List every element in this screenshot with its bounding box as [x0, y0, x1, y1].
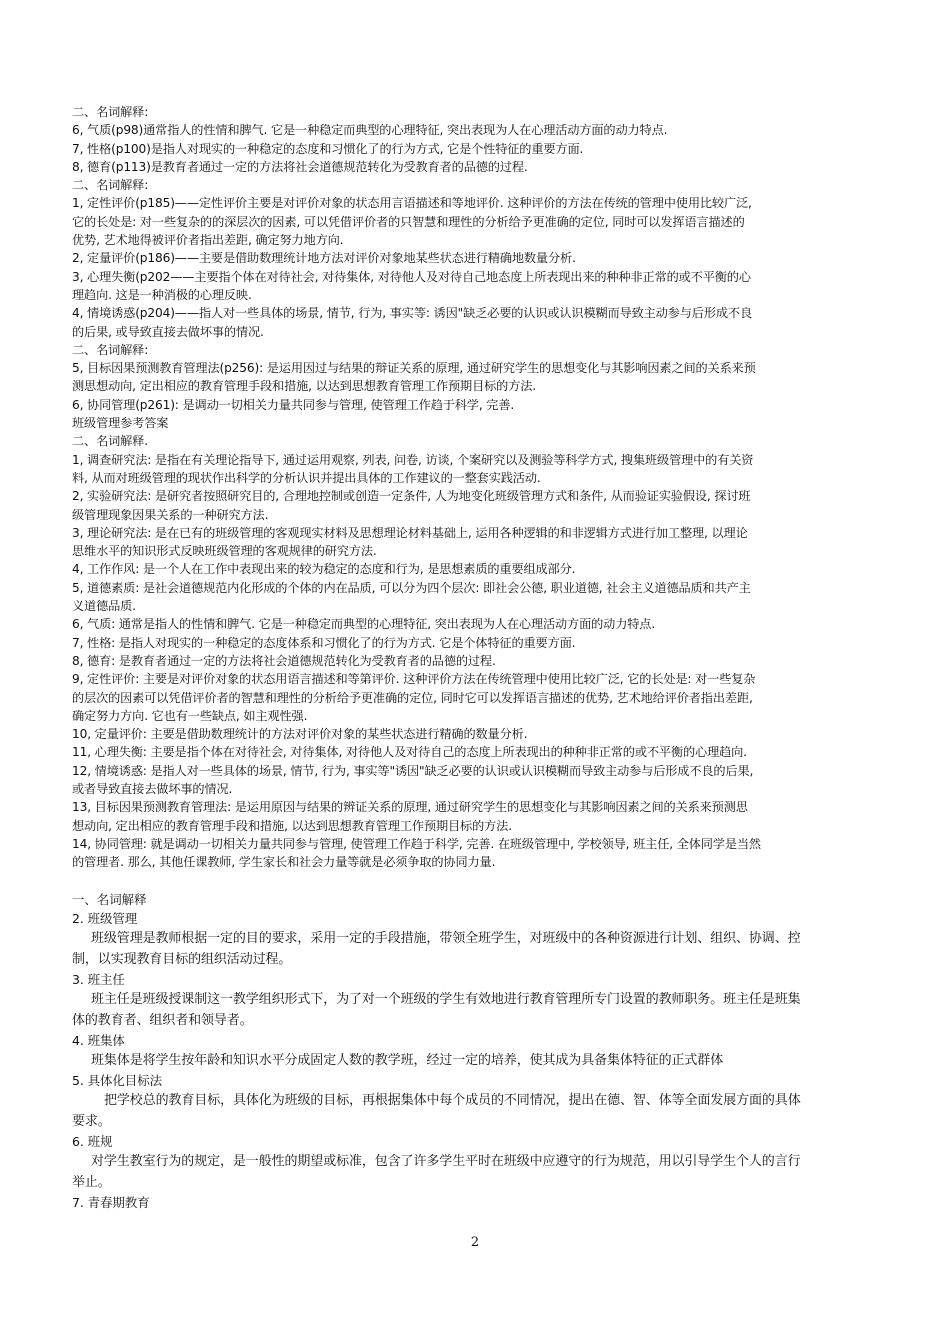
text-line: 6, 协同管理(p261): 是调动一切相关力量共同参与管理, 使管理工作趋于科学, 完善. [72, 397, 515, 412]
term-body-line: 体的教育者、组织者和领导者。 [72, 1012, 253, 1028]
term-body-line: 把学校总的教育目标，具体化为班级的目标，再根据集体中每个成员的不同情况，提出在德、智、体等全面发展方面的具体 [104, 1092, 801, 1108]
text-line: 测思想动向, 定出相应的教育管理手段和措施, 以达到思想教育管理工作预期目标的方法. [72, 379, 537, 394]
text-line: 义道德品质. [72, 599, 136, 614]
term-body-line: 要求。 [72, 1113, 111, 1129]
page-content [72, 103, 880, 1212]
text-line: 6, 气质(p98)通常指人的性情和脾气. 它是一种稳定而典型的心理特征, 突出表现为人在心理活动方面的动力特点. [72, 123, 668, 138]
text-line: 1, 调查研究法: 是指在有关理论指导下, 通过运用观察, 列表, 问卷, 访谈, 个案研究以及测验等科学方式, 搜集班级管理中的有关资 [72, 452, 754, 467]
text-line: 14, 协同管理: 就是调动一切相关力量共同参与管理, 使管理工作趋于科学, 完善. 在班级管理中, 学校领导, 班主任, 全体同学是当然 [72, 836, 761, 851]
text-line: 思维水平的知识形式反映班级管理的客观规律的研究方法. [72, 544, 377, 559]
text-line: 2, 实验研究法: 是研究者按照研究目的, 合理地控制或创造一定条件, 人为地变化班级管理方式和条件, 从而验证实验假设, 探讨班 [72, 489, 751, 504]
text-line: 7, 性格: 是指人对现实的一种稳定的态度体系和习惯化了的行为方式. 它是个体特征的重要方面. [72, 635, 576, 650]
term-title: 3. 班主任 [72, 971, 125, 987]
text-line: 的层次的因素可以凭借评价者的智慧和理性的分析给予更准确的定位, 同时它可以发挥语言描述的优势, 艺术地给评价者指出差距, [72, 690, 753, 705]
term-body-line: 对学生教室行为的规定，是一般性的期望或标准，包含了许多学生平时在班级中应遵守的行为规范，用以引导学生个人的言行 [91, 1153, 801, 1169]
term-body-line: 班级管理是教师根据一定的目的要求，采用一定的手段措施，带领全班学生，对班级中的各种资源进行计划、组织、协调、控 [91, 930, 801, 946]
text-line: 11, 心理失衡: 主要是指个体在对待社会, 对待集体, 对待他人及对待自己的态度上所表现出的种种非正常的或不平衡的心理趋向. [72, 745, 747, 760]
section-one [72, 890, 880, 1212]
text-line: 二、名词解释: [72, 105, 149, 119]
text-line: 3, 心理失衡(p202——主要指个体在对待社会, 对待集体, 对待他人及对待自己地态度上所表现出来的种种非正常的或不平衡的心 [72, 269, 751, 284]
text-line: 1, 定性评价(p185)——定性评价主要是对评价对象的状态用言语描述和等地评价. 这种评价的方法在传统的管理中使用比较广泛, [72, 196, 752, 211]
text-line: 级管理现象因果关系的一种研究方法. [72, 507, 269, 522]
text-line: 二、名词解释: [72, 342, 149, 357]
term-title: 7. 青春期教育 [72, 1194, 150, 1210]
text-line: 7, 性格(p100)是指人对现实的一种稳定的态度和习惯化了的行为方式, 它是个性特征的重要方面. [72, 141, 584, 156]
text-line: 的后果, 或导致直接去做坏事的情况. [72, 324, 264, 339]
text-line: 理趋向. 这是一种消极的心理反映. [72, 287, 252, 302]
text-line: 13, 目标因果预测教育管理法: 是运用原因与结果的辨证关系的原理, 通过研究学生的思想变化与其影响因素之间的关系来预测思 [72, 800, 748, 815]
text-line: 4, 工作作风: 是一个人在工作中表现出来的较为稳定的态度和行为, 是思想素质的重要组成部分. [72, 562, 576, 577]
term-body-line: 举止。 [72, 1174, 111, 1190]
text-line: 5, 目标因果预测教育管理法(p256): 是运用因过与结果的辩证关系的原理, 通过研究学生的思想变化与其影响因素之间的关系来预 [72, 361, 756, 376]
text-line: 5, 道德素质: 是社会道德规范内化形成的个体的内在品质, 可以分为四个层次: 即社会公德, 职业道德, 社会主义道德品质和共产主 [72, 580, 751, 595]
text-line: 8, 德育(p113)是教育者通过一定的方法将社会道德规范转化为受教育者的品德的过程. [72, 159, 528, 174]
text-line: 2, 定量评价(p186)——主要是借助数理统计地方法对评价对象地某些状态进行精确地数量分析. [72, 251, 576, 266]
term-title: 6. 班规 [72, 1133, 113, 1149]
text-line [72, 871, 880, 889]
text-line: 8, 德育: 是教育者通过一定的方法将社会道德规范转化为受教育者的品德的过程. [72, 653, 496, 668]
term-body-line: 制，以实现教育目标的组织活动过程。 [72, 951, 292, 967]
text-line: 12, 情境诱惑: 是指人对一些具体的场景, 情节, 行为, 事实等"诱因"缺乏必要的认识或认识模糊而导致主动参与后形成不良的后果, [72, 763, 754, 778]
text-line: 料, 从而对班级管理的现状作出科学的分析认识并提出具体的工作建议的一整套实践活动. [72, 470, 541, 485]
text-line: 二、名词解释: [72, 178, 149, 193]
text-line: 它的长处是: 对一些复杂的的深层次的因素, 可以凭借评价者的只智慧和理性的分析给予更准确的定位, 同时可以发挥语言描述的 [72, 214, 745, 229]
term-body-line: 班主任是班级授课制这一教学组织形式下，为了对一个班级的学生有效地进行教育管理所专门设置的教师职务。班主任是班集 [91, 991, 801, 1007]
section-heading: 一、名词解释 [72, 891, 147, 907]
term-title: 2. 班级管理 [72, 910, 138, 926]
text-line: 10, 定量评价: 主要是借助数理统计的方法对评价对象的某些状态进行精确的数量分析. [72, 727, 528, 742]
text-line: 4, 情境诱惑(p204)——指人对一些具体的场景, 情节, 行为, 事实等: 诱因"缺乏必要的认识或认识模糊而导致主动参与后形成不良 [72, 306, 752, 321]
text-line: 二、名词解释. [72, 434, 148, 449]
text-line: 优势, 艺术地得被评价者指出差距, 确定努力地方向. [72, 233, 344, 248]
term-body-line: 班集体是将学生按年龄和知识水平分成固定人数的教学班，经过一定的培养，使其成为具备集体特征的正式群体 [91, 1052, 724, 1068]
text-line: 9, 定性评价: 主要是对评价对象的状态用语言描述和等第评价. 这种评价方法在传统管理中使用比较广泛, 它的长处是: 对一些复杂 [72, 672, 756, 687]
text-line: 班级管理参考答案 [72, 416, 169, 431]
text-line: 3, 理论研究法: 是在已有的班级管理的客观现实材料及思想理论材料基础上, 运用各种逻辑的和非逻辑方式进行加工整理, 以理论 [72, 525, 748, 540]
term-title: 5. 具体化目标法 [72, 1072, 163, 1088]
text-line: 或者导致直接去做坏事的情况. [72, 781, 233, 796]
term-title: 4. 班集体 [72, 1032, 125, 1048]
text-line: 确定努力方向. 它也有一些缺点, 如主观性强. [72, 708, 308, 723]
page-number: 2 [470, 1235, 480, 1250]
notes-block [72, 103, 880, 890]
text-line: 的管理者. 那么, 其他任课教师, 学生家长和社会力量等就是必须争取的协同力量. [72, 855, 496, 870]
text-line: 想动向, 定出相应的教育管理手段和措施, 以达到思想教育管理工作预期目标的方法. [72, 818, 512, 833]
text-line: 6, 气质: 通常是指人的性情和脾气. 它是一种稳定而典型的心理特征, 突出表现为人在心理活动方面的动力特点. [72, 617, 656, 632]
